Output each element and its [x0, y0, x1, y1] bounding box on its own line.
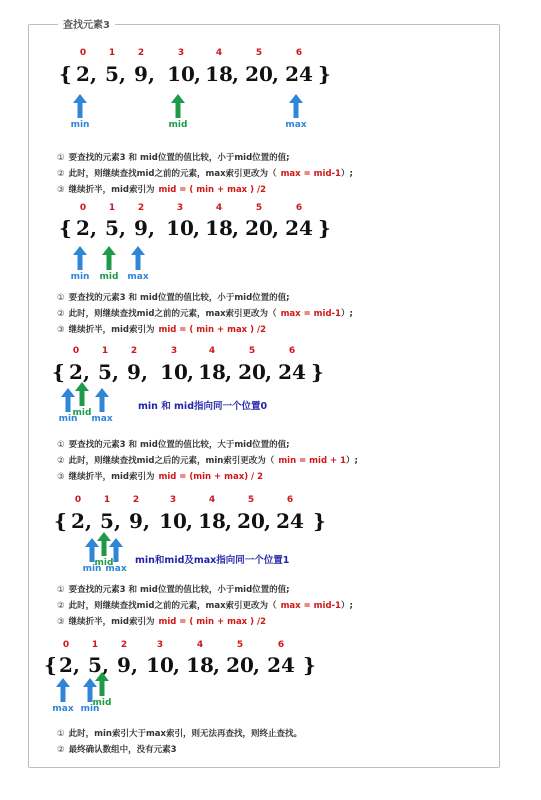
array-element: 18 [205, 216, 233, 240]
min-pointer-label: min [80, 704, 100, 714]
array-open-brace: { [59, 62, 72, 86]
step-marker: ① [57, 585, 65, 595]
array-comma: , [102, 653, 109, 677]
step-formula: max = mid-1 [280, 601, 341, 611]
array-comma: , [232, 216, 239, 240]
array-index: 6 [295, 48, 303, 58]
array-element: 5 [98, 360, 112, 384]
array-index: 4 [208, 495, 216, 505]
array-index: 3 [177, 48, 185, 58]
array-index: 3 [156, 640, 164, 650]
array-index: 0 [79, 48, 87, 58]
array-element: 9 [127, 360, 141, 384]
step-tail: ）; [340, 309, 353, 319]
array-close-brace: } [318, 62, 331, 86]
max-pointer-label: max [91, 414, 113, 424]
min-pointer-arrow-icon [73, 94, 87, 122]
array-comma: , [148, 216, 155, 240]
array-element: 24 [267, 653, 295, 677]
array-element: 18 [205, 62, 233, 86]
step-text: 继续折半，mid索引为 [68, 185, 155, 195]
array-comma: , [272, 216, 279, 240]
step-marker: ② [57, 169, 65, 179]
array-comma: , [119, 62, 126, 86]
step-description-line [57, 152, 290, 164]
array-comma: , [131, 653, 138, 677]
array-index: 0 [62, 640, 70, 650]
array-comma: , [194, 62, 201, 86]
step-text: 此时，则继续查找mid之前的元素，max索引更改为（ [68, 169, 277, 179]
array-index: 5 [248, 346, 256, 356]
array-comma: , [173, 653, 180, 677]
max-pointer-arrow-icon [95, 388, 109, 416]
step-description-line [57, 728, 302, 740]
array-element: 10 [160, 360, 188, 384]
step-description-line [57, 324, 266, 336]
step-text: 继续折半，mid索引为 [68, 472, 155, 482]
array-index: 5 [236, 640, 244, 650]
array-comma: , [272, 62, 279, 86]
max-pointer-arrow-icon [109, 538, 123, 566]
max-pointer-label: max [105, 564, 127, 574]
array-comma: , [83, 360, 90, 384]
array-index: 0 [79, 203, 87, 213]
step-marker: ③ [57, 617, 65, 627]
array-element: 24 [276, 509, 304, 533]
step-marker: ① [57, 729, 65, 739]
array-comma: , [85, 509, 92, 533]
array-element: 10 [159, 509, 187, 533]
step-text: 继续折半，mid索引为 [68, 617, 155, 627]
step-formula: min = mid + 1 [278, 456, 346, 466]
array-comma: , [213, 653, 220, 677]
array-element: 2 [59, 653, 73, 677]
array-index: 3 [170, 346, 178, 356]
step-text: 此时，则继续查找mid之后的元素，min索引更改为（ [68, 456, 275, 466]
step-text: 最终确认数组中，没有元素3 [68, 745, 177, 755]
array-element: 20 [245, 216, 273, 240]
array-element: 20 [238, 360, 266, 384]
array-element: 24 [285, 216, 313, 240]
max-pointer-arrow-icon [131, 246, 145, 274]
step-description-line [57, 584, 290, 596]
mid-pointer-arrow-icon [171, 94, 185, 122]
array-open-brace: { [52, 360, 65, 384]
array-open-brace: { [44, 653, 57, 677]
array-index: 1 [91, 640, 99, 650]
array-element: 2 [71, 509, 85, 533]
array-close-brace: } [318, 216, 331, 240]
step-marker: ③ [57, 472, 65, 482]
array-index: 1 [108, 48, 116, 58]
array-index: 5 [247, 495, 255, 505]
array-element: 9 [134, 216, 148, 240]
min-pointer-label: min [82, 564, 102, 574]
step-marker: ① [57, 440, 65, 450]
array-element: 18 [198, 509, 226, 533]
min-pointer-label: min [70, 272, 90, 282]
array-index: 6 [286, 495, 294, 505]
array-element: 9 [117, 653, 131, 677]
array-comma: , [143, 509, 150, 533]
array-element: 10 [146, 653, 174, 677]
array-index: 3 [176, 203, 184, 213]
array-index: 5 [255, 203, 263, 213]
array-element: 9 [134, 62, 148, 86]
step-description-line [57, 455, 358, 467]
array-index: 6 [288, 346, 296, 356]
array-close-brace: } [313, 509, 326, 533]
step-description-line [57, 439, 290, 451]
array-element: 10 [167, 62, 195, 86]
array-element: 2 [69, 360, 83, 384]
array-comma: , [90, 62, 97, 86]
mid-pointer-label: mid [72, 408, 92, 418]
step-text: 此时，min索引大于max索引，则无法再查找，则终止查找。 [68, 729, 303, 739]
step-marker: ③ [57, 185, 65, 195]
array-index: 1 [103, 495, 111, 505]
step-text: 要查找的元素3 和 mid位置的值比较，小于mid位置的值; [68, 293, 290, 303]
step-description-line [57, 616, 266, 628]
array-element: 18 [198, 360, 226, 384]
array-index: 4 [215, 203, 223, 213]
max-pointer-label: max [285, 120, 307, 130]
array-index: 2 [137, 48, 145, 58]
step-text: 此时，则继续查找mid之前的元素，max索引更改为（ [68, 309, 277, 319]
array-close-brace: } [311, 360, 324, 384]
array-element: 5 [105, 216, 119, 240]
mid-pointer-arrow-icon [95, 672, 109, 700]
array-comma: , [264, 509, 271, 533]
step-formula: mid = (min + max) / 2 [158, 472, 264, 482]
array-element: 20 [245, 62, 273, 86]
array-comma: , [119, 216, 126, 240]
step-formula: max = mid-1 [280, 169, 341, 179]
mid-pointer-label: mid [168, 120, 188, 130]
step-text: 要查找的元素3 和 mid位置的值比较，小于mid位置的值; [68, 585, 290, 595]
step-description-line [57, 184, 266, 196]
step-marker: ① [57, 153, 65, 163]
min-pointer-label: min [70, 120, 90, 130]
step-marker: ① [57, 293, 65, 303]
array-close-brace: } [303, 653, 316, 677]
step-marker: ② [57, 456, 65, 466]
array-index: 2 [137, 203, 145, 213]
step-text: 要查找的元素3 和 mid位置的值比较，大于mid位置的值; [68, 440, 290, 450]
max-pointer-arrow-icon [289, 94, 303, 122]
diagram-title: 查找元素3 [58, 16, 115, 31]
array-element: 24 [285, 62, 313, 86]
array-element: 5 [105, 62, 119, 86]
mid-pointer-arrow-icon [102, 246, 116, 274]
max-pointer-label: max [52, 704, 74, 714]
array-element: 18 [186, 653, 214, 677]
max-pointer-arrow-icon [56, 678, 70, 706]
mid-pointer-arrow-icon [75, 382, 89, 410]
step-marker: ② [57, 745, 65, 755]
min-pointer-arrow-icon [73, 246, 87, 274]
array-index: 2 [130, 346, 138, 356]
array-element: 5 [88, 653, 102, 677]
array-comma: , [186, 509, 193, 533]
step-marker: ③ [57, 325, 65, 335]
step-tail: ）; [340, 601, 353, 611]
array-comma: , [187, 360, 194, 384]
array-open-brace: { [59, 216, 72, 240]
mid-pointer-label: mid [99, 272, 119, 282]
array-comma: , [265, 360, 272, 384]
pointer-note: min和mid及max指向同一个位置1 [135, 555, 290, 566]
array-element: 2 [76, 62, 90, 86]
step-description-line [57, 600, 353, 612]
array-element: 2 [76, 216, 90, 240]
step-formula: mid = ( min + max ) /2 [158, 185, 266, 195]
array-comma: , [112, 360, 119, 384]
array-comma: , [232, 62, 239, 86]
array-element: 9 [129, 509, 143, 533]
step-tail: ）; [346, 456, 358, 466]
step-marker: ② [57, 601, 65, 611]
array-element: 10 [166, 216, 194, 240]
array-comma: , [90, 216, 97, 240]
array-index: 1 [108, 203, 116, 213]
mid-pointer-label: mid [92, 698, 112, 708]
step-formula: max = mid-1 [280, 309, 341, 319]
array-index: 4 [208, 346, 216, 356]
array-index: 1 [101, 346, 109, 356]
array-comma: , [225, 360, 232, 384]
array-index: 6 [295, 203, 303, 213]
array-index: 6 [277, 640, 285, 650]
mid-pointer-label: mid [94, 558, 114, 568]
step-description-line [57, 168, 353, 180]
step-tail: ）; [340, 169, 353, 179]
array-comma: , [73, 653, 80, 677]
array-element: 5 [100, 509, 114, 533]
step-formula: mid = ( min + max ) /2 [158, 617, 266, 627]
step-description-line [57, 292, 290, 304]
max-pointer-label: max [127, 272, 149, 282]
step-text: 此时，则继续查找mid之前的元素，max索引更改为（ [68, 601, 277, 611]
array-comma: , [148, 62, 155, 86]
array-index: 5 [255, 48, 263, 58]
array-comma: , [114, 509, 121, 533]
step-text: 继续折半，mid索引为 [68, 325, 155, 335]
array-index: 2 [132, 495, 140, 505]
array-index: 3 [169, 495, 177, 505]
array-comma: , [193, 216, 200, 240]
array-index: 2 [120, 640, 128, 650]
array-index: 0 [74, 495, 82, 505]
pointer-note: min 和 mid指向同一个位置0 [138, 401, 268, 412]
array-index: 0 [72, 346, 80, 356]
step-description-line [57, 308, 353, 320]
array-open-brace: { [54, 509, 67, 533]
array-comma: , [225, 509, 232, 533]
step-text: 要查找的元素3 和 mid位置的值比较，小于mid位置的值; [68, 153, 290, 163]
step-description-line [57, 744, 177, 756]
array-element: 20 [237, 509, 265, 533]
min-pointer-label: min [58, 414, 78, 424]
array-index: 4 [215, 48, 223, 58]
step-formula: mid = ( min + max ) /2 [158, 325, 266, 335]
array-index: 4 [196, 640, 204, 650]
array-element: 24 [278, 360, 306, 384]
step-description-line [57, 471, 263, 483]
array-element: 20 [226, 653, 254, 677]
array-comma: , [141, 360, 148, 384]
step-marker: ② [57, 309, 65, 319]
array-comma: , [253, 653, 260, 677]
